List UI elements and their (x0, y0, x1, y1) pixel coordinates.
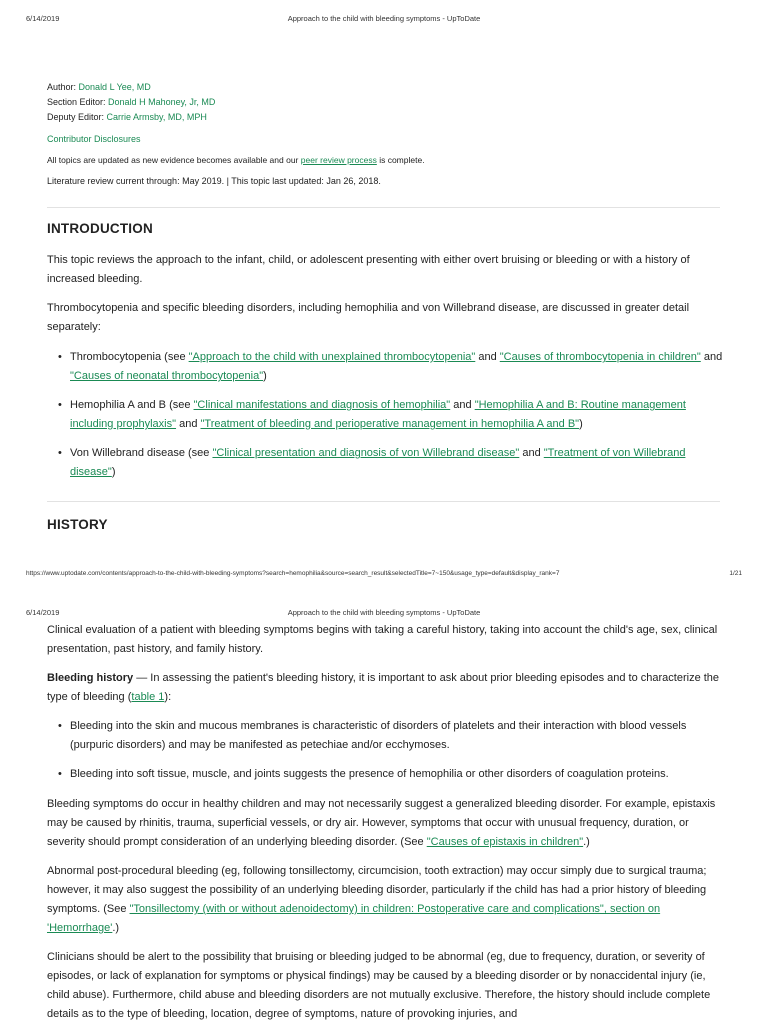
page1-footer-url: https://www.uptodate.com/contents/approach-to-the-child-with-bleeding-symptoms?search=hemophilia&source=search_result&selectedTitle=7~150&usage_type=default&display_rank=7 (26, 570, 560, 577)
page1-footer-page-number: 1/21 (729, 570, 742, 577)
divider (47, 501, 720, 502)
page1-header-title: Approach to the child with bleeding symptoms - UpToDate (287, 14, 481, 23)
list-item: • Bleeding into soft tissue, muscle, and joints suggests the presence of hemophilia or other disorders of coagulation proteins. (56, 765, 726, 784)
thrombocytopenia-link-1[interactable]: "Approach to the child with unexplained thrombocytopenia" (188, 351, 476, 363)
table-1-link[interactable]: table 1 (131, 691, 165, 703)
peer-review-link[interactable]: peer review process (300, 155, 377, 165)
author-line: Author: Donald L Yee, MD (47, 82, 151, 92)
history-heading: HISTORY (47, 517, 108, 532)
page1-header-date: 6/14/2019 (26, 14, 60, 23)
page1-header (0, 14, 768, 28)
bleeding-history-label: Bleeding history (47, 672, 134, 684)
bleeding-history-paragraph: Bleeding history — In assessing the patient's bleeding history, it is important to ask about prior bleeding episodes and to characterize the type of bleeding (table 1): (47, 672, 720, 703)
list-item: • Bleeding into the skin and mucous membranes is characteristic of disorders of platelets and their interaction with blood vessels (purpuric disorders) and may be manifested as petechiae and/or ecchymoses. (56, 717, 726, 755)
page2-header-title: Approach to the child with bleeding symptoms - UpToDate (287, 608, 481, 617)
hemophilia-link-1[interactable]: "Clinical manifestations and diagnosis of hemophilia" (193, 399, 451, 411)
hemophilia-link-3[interactable]: "Treatment of bleeding and perioperative management in hemophilia A and B" (200, 418, 580, 430)
deputy-editor-link[interactable]: Carrie Armsby, MD, MPH (106, 112, 207, 122)
tonsillectomy-link[interactable]: "Tonsillectomy (with or without adenoidectomy) in children: Postoperative care and complications", section on 'Hemorrhage' (47, 903, 661, 934)
article-meta (47, 80, 215, 125)
list-item: • Hemophilia A and B (see "Clinical manifestations and diagnosis of hemophilia" and "Hemophilia A and B: Routine management including prophylaxis" and "Treatment of bleeding and perioperative management in hemophilia A and B") (56, 396, 726, 434)
update-notice: All topics are updated as new evidence becomes available and our peer review process is complete. (47, 155, 425, 165)
literature-review: Literature review current through: May 2019. | This topic last updated: Jan 26, 2018. (47, 176, 381, 186)
section-editor-link[interactable]: Donald H Mahoney, Jr, MD (108, 97, 216, 107)
list-item: • Thrombocytopenia (see "Approach to the child with unexplained thrombocytopenia" and "Causes of thrombocytopenia in children" and "Causes of neonatal thrombocytopenia") (56, 348, 726, 386)
author-link[interactable]: Donald L Yee, MD (78, 82, 151, 92)
page1-footer (0, 570, 768, 582)
intro-bullets (56, 348, 726, 482)
section-editor-line: Section Editor: Donald H Mahoney, Jr, MD (47, 97, 216, 107)
intro-paragraph-2: Thrombocytopenia and specific bleeding disorders, including hemophilia and von Willebrand disease, are discussed in greater detail separately: (47, 302, 690, 333)
vwd-link-1[interactable]: "Clinical presentation and diagnosis of von Willebrand disease" (212, 447, 520, 459)
epistaxis-link[interactable]: "Causes of epistaxis in children" (426, 836, 584, 848)
hemophilia-link-2[interactable]: "Hemophilia A and B: Routine management including prophylaxis" (70, 399, 686, 430)
vwd-link-2[interactable]: "Treatment of von Willebrand disease" (70, 447, 686, 478)
thrombocytopenia-link-2[interactable]: "Causes of thrombocytopenia in children" (499, 351, 701, 363)
history-paragraph-3: Bleeding symptoms do occur in healthy children and may not necessarily suggest a generalized bleeding disorder. For example, epistaxis may be caused by rhinitis, trauma, superficial vessels, or dry air. However, symptoms that occur with unusual frequency, duration, or severity should prompt consideration of an underlying bleeding disorder. (See "Causes of epistaxis in children".) (47, 798, 716, 848)
introduction-heading: INTRODUCTION (47, 221, 153, 236)
page2-header-date: 6/14/2019 (26, 608, 60, 617)
deputy-editor-line: Deputy Editor: Carrie Armsby, MD, MPH (47, 112, 207, 122)
history-paragraph-5: Clinicians should be alert to the possibility that bruising or bleeding judged to be abnormal (eg, due to frequency, duration, or severity of episodes, or lack of explanation for symptoms or physical findings) may be caused by a bleeding disorder or by nonaccidental injury (ie, child abuse). Furthermore, child abuse and bleeding disorders are not mutually exclusive. Therefore, the history should include complete details as to the type of bleeding, location, degree of symptoms, nature of provoking injuries, and (47, 951, 711, 1020)
page2-header (0, 608, 768, 622)
thrombocytopenia-link-3[interactable]: "Causes of neonatal thrombocytopenia" (70, 370, 264, 382)
contributor-disclosures-link[interactable]: Contributor Disclosures (47, 134, 141, 144)
intro-paragraph-1: This topic reviews the approach to the infant, child, or adolescent presenting with either overt bruising or bleeding or with a history of increased bleeding. (47, 254, 690, 285)
contributor-line (47, 132, 141, 147)
list-item: • Von Willebrand disease (see "Clinical presentation and diagnosis of von Willebrand disease" and "Treatment of von Willebrand disease") (56, 444, 726, 482)
history-paragraph-1: Clinical evaluation of a patient with bleeding symptoms begins with taking a careful history, taking into account the child's age, sex, clinical presentation, past history, and family history. (47, 624, 718, 655)
history-paragraph-4: Abnormal post-procedural bleeding (eg, following tonsillectomy, circumcision, tooth extraction) may occur simply due to surgical trauma; however, it may also suggest the possibility of an underlying bleeding disorder, particularly if the child has had a prior history of bleeding symptoms. (See "Tonsillectomy (with or without adenoidectomy) in children: Postoperative care and complications", section on 'Hemorrhage'.) (47, 865, 707, 934)
bleeding-type-bullets (56, 717, 726, 784)
divider (47, 207, 720, 208)
